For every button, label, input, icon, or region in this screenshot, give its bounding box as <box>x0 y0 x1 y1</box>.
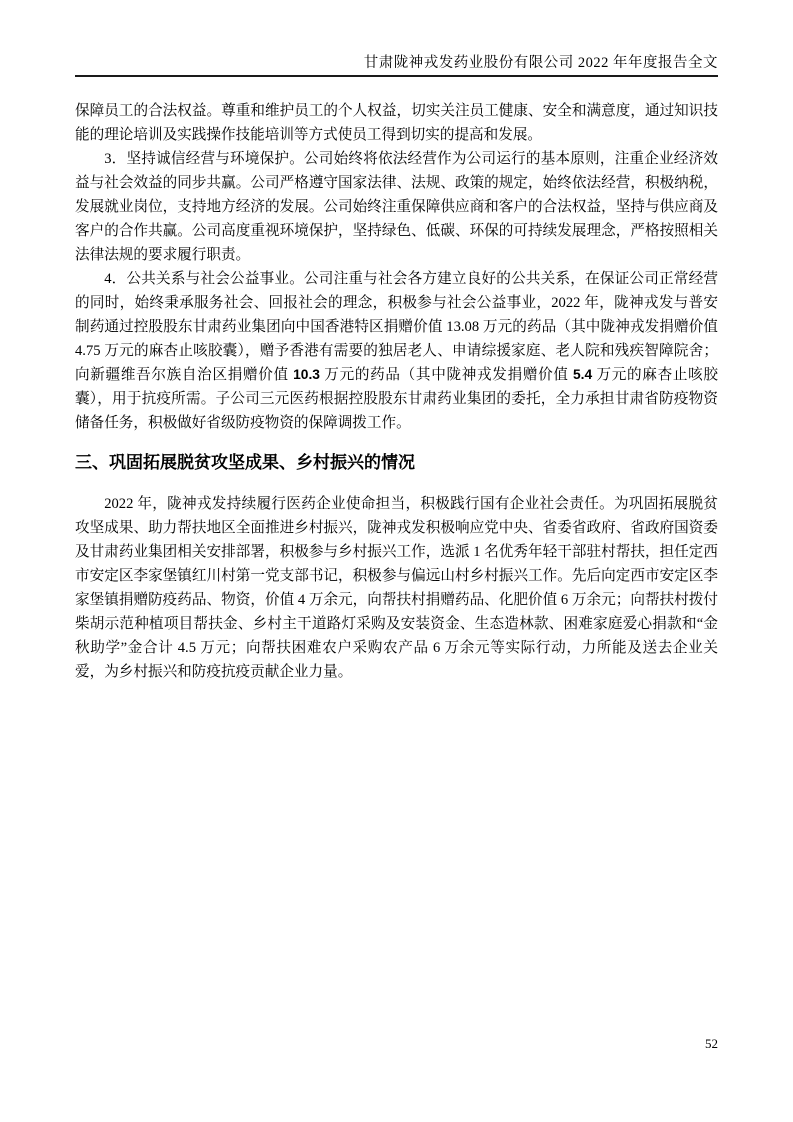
paragraph-employee-rights: 保障员工的合法权益。尊重和维护员工的个人权益，切实关注员工健康、安全和满意度，通过知识技能的理论培训及实践操作技能培训等方式使员工得到切实的提高和发展。 <box>75 103 718 143</box>
header-divider <box>75 75 718 77</box>
section-heading-rural-revitalization: 三、巩固拓展脱贫攻坚成果、乡村振兴的情况 <box>75 453 415 472</box>
content-column <box>75 0 718 684</box>
paragraph-integrity-environment: 3．坚持诚信经营与环境保护。公司始终将依法经营作为公司运行的基本原则，注重企业经济效益与社会效益的同步共赢。公司严格遵守国家法律、法规、政策的规定，始终依法经营，积极纳税，发展就业岗位，支持地方经济的发展。公司始终注重保障供应商和客户的合法权益，坚持与供应商及客户的合作共赢。公司高度重视环境保护，坚持绿色、低碳、环保的可持续发展理念，严格按照相关法律法规的要求履行职责。 <box>75 151 718 263</box>
donation-value-longshen: 5.4 <box>572 367 593 382</box>
page-body <box>75 99 718 684</box>
public-welfare-text-2: 万元的药品（其中陇神戎发捐赠价值 <box>319 367 573 383</box>
public-welfare-text-1: 4．公共关系与社会公益事业。公司注重与社会各方建立良好的公共关系，在保证公司正常经营的同时，始终秉承服务社会、回报社会的理念，积极参与社会公益事业，2022 年，陇神戎发与普安制药通过控股股东甘肃药业集团向中国香港特区捐赠价值 13.08 万元的药品（其中陇神戎发捐赠价值 4.75 万元的麻杏止咳胶囊），赠予香港有需要的独居老人、申请综援家庭、老人院和残疾智障院舍；向新疆维吾尔族自治区捐赠价值 <box>75 271 718 383</box>
donation-value-xinjiang: 10.3 <box>293 367 320 382</box>
page-number: 52 <box>705 1036 718 1051</box>
paragraph-rural-revitalization: 2022 年，陇神戎发持续履行医药企业使命担当，积极践行国有企业社会责任。为巩固拓展脱贫攻坚成果、助力帮扶地区全面推进乡村振兴，陇神戎发积极响应党中央、省委省政府、省政府国资委及甘肃药业集团相关安排部署，积极参与乡村振兴工作，选派 1 名优秀年轻干部驻村帮扶，担任定西市安定区李家堡镇红川村第一党支部书记，积极参与偏远山村乡村振兴工作。先后向定西市安定区李家堡镇捐赠防疫药品、物资，价值 4 万余元，向帮扶村捐赠药品、化肥价值 6 万余元；向帮扶村拨付柴胡示范种植项目帮扶金、乡村主干道路灯采购及安装资金、生态造林款、困难家庭爱心捐款和“金秋助学”金合计 4.5 万元；向帮扶困难农户采购农产品 6 万余元等实际行动，力所能及送去企业关爱，为乡村振兴和防疫抗疫贡献企业力量。 <box>75 496 718 680</box>
public-welfare-text-3: 万元的麻杏止咳胶囊），用于抗疫所需。子公司三元医药根据控股股东甘肃药业集团的委托，全力承担甘肃省防疫物资储备任务，积极做好省级防疫物资的保障调拨工作。 <box>75 367 718 431</box>
paragraph-public-welfare <box>75 267 718 435</box>
report-header-title: 甘肃陇神戎发药业股份有限公司 2022 年年度报告全文 <box>363 55 718 71</box>
page-header <box>75 0 718 77</box>
